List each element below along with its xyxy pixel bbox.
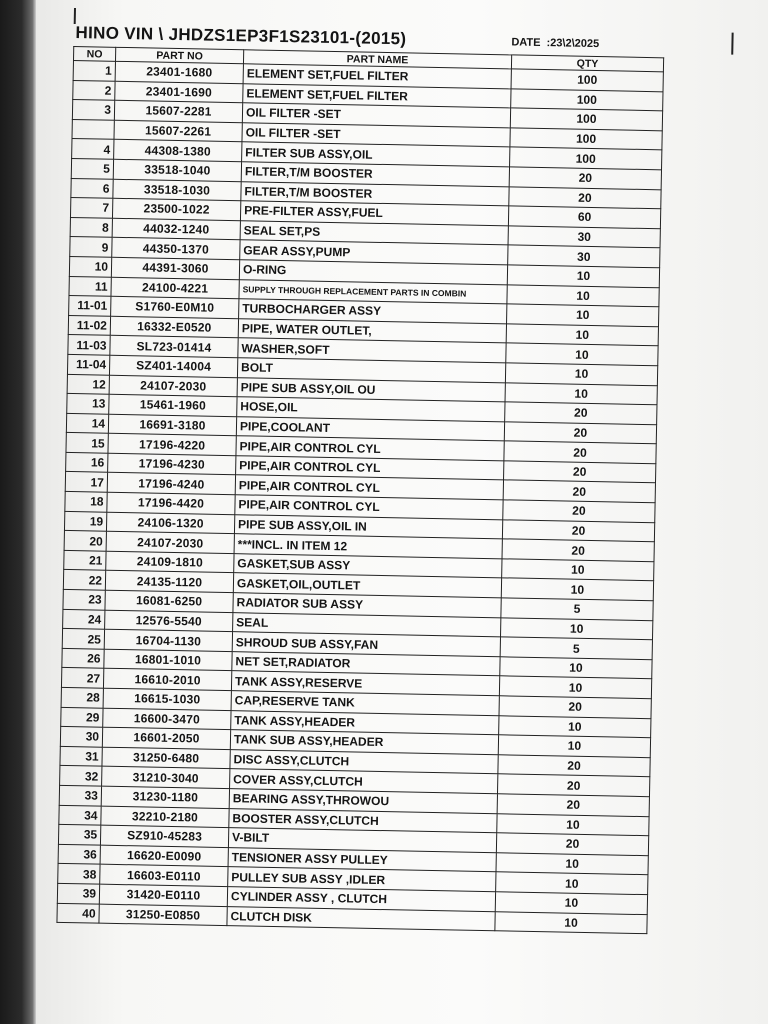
cell-part-name: CYLINDER ASSY , CLUTCH: [227, 887, 495, 912]
cell-qty: 10: [497, 813, 649, 836]
cell-part-name: OIL FILTER -SET: [242, 103, 510, 128]
cell-part-name: SUPPLY THROUGH REPLACEMENT PARTS IN COMBIN: [239, 279, 507, 304]
column-header-part-name: PART NAME: [243, 50, 511, 69]
cell-no: 38: [58, 864, 100, 884]
cell-no: 28: [61, 687, 103, 707]
cell-part-name: FILTER SUB ASSY,OIL: [242, 142, 510, 167]
cell-part-no: 31250-E0850: [99, 904, 227, 926]
cell-part-name: PIPE, WATER OUTLET,: [238, 318, 506, 343]
cell-part-no: 24106-1320: [106, 512, 234, 534]
cell-part-no: 16081-6250: [105, 590, 233, 612]
cell-qty: 10: [499, 676, 651, 699]
column-header-part-no: PART NO: [115, 47, 243, 63]
cell-no: 22: [63, 570, 105, 590]
cell-part-name: PULLEY SUB ASSY ,IDLER: [228, 867, 496, 892]
cell-part-name: SEAL: [233, 612, 501, 637]
cell-part-no: 24100-4221: [111, 277, 239, 299]
cell-part-no: SZ401-14004: [109, 355, 237, 377]
cell-qty: 10: [501, 578, 653, 601]
cell-no: 11: [69, 276, 111, 296]
cell-qty: 10: [500, 657, 652, 680]
cell-part-no: 17196-4230: [108, 453, 236, 475]
cell-part-no: 17196-4420: [107, 492, 235, 514]
parts-table-body: [57, 60, 663, 933]
cell-no: 16: [66, 452, 108, 472]
cell-qty: 10: [506, 324, 658, 347]
cell-no: 15: [66, 433, 108, 453]
cell-qty: 10: [496, 853, 648, 876]
cell-qty: 20: [504, 441, 656, 464]
cell-part-name: GEAR ASSY,PUMP: [240, 240, 508, 265]
cell-qty: 20: [503, 480, 655, 503]
cell-part-name: PIPE SUB ASSY,OIL IN: [234, 514, 502, 539]
cell-part-no: 44308-1380: [114, 140, 242, 162]
cell-part-name: V-BILT: [228, 828, 496, 853]
cell-part-no: 24109-1810: [106, 551, 234, 573]
pen-mark: [74, 8, 76, 24]
cell-no: 25: [62, 629, 104, 649]
cell-qty: 100: [510, 128, 662, 151]
cell-part-name: BOOSTER ASSY,CLUTCH: [229, 808, 497, 833]
cell-no: 7: [70, 198, 112, 218]
cell-qty: 10: [495, 892, 647, 915]
cell-qty: 10: [495, 911, 647, 934]
binding-shadow: [0, 0, 36, 1024]
cell-no: 24: [63, 609, 105, 629]
cell-qty: 60: [508, 206, 660, 229]
pen-mark: [731, 33, 733, 55]
document-date: [511, 36, 605, 50]
cell-no: 6: [71, 178, 113, 198]
cell-part-no: 23401-1680: [115, 61, 243, 83]
cell-no: 23: [63, 589, 105, 609]
cell-no: 9: [70, 237, 112, 257]
cell-part-no: 16600-3470: [103, 708, 231, 730]
cell-no: 35: [58, 825, 100, 845]
cell-part-no: 24107-2030: [106, 531, 234, 553]
cell-part-no: 23500-1022: [112, 198, 240, 220]
cell-qty: 10: [505, 382, 657, 405]
cell-part-name: CLUTCH DISK: [227, 906, 495, 931]
cell-no: 36: [58, 844, 100, 864]
cell-qty: 20: [502, 519, 654, 542]
cell-qty: 10: [507, 265, 659, 288]
cell-no: 17: [65, 472, 107, 492]
cell-part-no: SZ910-45283: [100, 825, 228, 847]
parts-table: [56, 46, 664, 934]
cell-part-name: TANK SUB ASSY,HEADER: [230, 730, 498, 755]
cell-qty: 100: [511, 88, 663, 111]
date-label: DATE: [511, 36, 541, 49]
cell-no: 8: [70, 217, 112, 237]
cell-qty: 10: [502, 559, 654, 582]
cell-no: 14: [66, 413, 108, 433]
cell-part-name: GASKET,OIL,OUTLET: [233, 573, 501, 598]
cell-no: 40: [57, 903, 99, 923]
column-header-no: NO: [73, 47, 115, 62]
cell-part-name: BEARING ASSY,THROWOU: [229, 789, 497, 814]
cell-part-name: SEAL SET,PS: [240, 220, 508, 245]
cell-part-name: WASHER,SOFT: [238, 338, 506, 363]
cell-qty: 100: [510, 147, 662, 170]
cell-part-no: 16691-3180: [108, 414, 236, 436]
cell-part-no: 23401-1690: [115, 81, 243, 103]
cell-no: 34: [59, 805, 101, 825]
cell-no: 20: [64, 531, 106, 551]
cell-qty: 10: [507, 284, 659, 307]
cell-qty: 10: [501, 617, 653, 640]
cell-qty: 20: [504, 422, 656, 445]
cell-qty: 5: [500, 637, 652, 660]
cell-qty: 20: [504, 461, 656, 484]
cell-part-name: TANK ASSY,HEADER: [231, 710, 499, 735]
cell-part-name: PIPE,AIR CONTROL CYL: [235, 495, 503, 520]
cell-part-name: TANK ASSY,RESERVE: [231, 671, 499, 696]
cell-no: 12: [67, 374, 109, 394]
cell-part-no: 16601-2050: [102, 727, 230, 749]
cell-part-name: O-RING: [239, 260, 507, 285]
cell-no: 31: [60, 746, 102, 766]
cell-qty: 20: [502, 539, 654, 562]
cell-no: 4: [72, 139, 114, 159]
cell-part-name: PIPE SUB ASSY,OIL OU: [237, 377, 505, 402]
cell-no: 11-03: [68, 335, 110, 355]
cell-part-name: PRE-FILTER ASSY,FUEL: [240, 201, 508, 226]
cell-part-name: HOSE,OIL: [237, 397, 505, 422]
cell-part-no: 33518-1040: [113, 159, 241, 181]
cell-qty: 30: [508, 226, 660, 249]
cell-no: 11-01: [69, 296, 111, 316]
cell-qty: 10: [498, 735, 650, 758]
cell-no: 5: [71, 158, 113, 178]
cell-part-no: S1760-E0M10: [111, 296, 239, 318]
cell-part-no: 16615-1030: [103, 688, 231, 710]
cell-part-name: OIL FILTER -SET: [242, 123, 510, 148]
cell-qty: 20: [497, 774, 649, 797]
cell-part-name: GASKET,SUB ASSY: [234, 554, 502, 579]
cell-qty: 100: [511, 69, 663, 92]
cell-part-no: 16332-E0520: [110, 316, 238, 338]
cell-part-no: 17196-4220: [108, 434, 236, 456]
cell-part-name: CAP,RESERVE TANK: [231, 691, 499, 716]
cell-part-no: 44391-3060: [111, 257, 239, 279]
cell-qty: 20: [499, 696, 651, 719]
cell-part-no: 44032-1240: [112, 218, 240, 240]
cell-qty: 100: [510, 108, 662, 131]
cell-no: 21: [64, 550, 106, 570]
cell-no: 19: [64, 511, 106, 531]
cell-part-no: 31250-6480: [102, 747, 230, 769]
cell-no: 27: [61, 668, 103, 688]
cell-qty: 20: [509, 167, 661, 190]
cell-no: 10: [69, 256, 111, 276]
cell-part-no: 31420-E0110: [99, 884, 227, 906]
cell-part-no: 31210-3040: [102, 767, 230, 789]
cell-qty: 20: [505, 402, 657, 425]
cell-part-name: ELEMENT SET,FUEL FILTER: [243, 83, 511, 108]
cell-qty: 10: [505, 363, 657, 386]
cell-part-name: PIPE,AIR CONTROL CYL: [236, 436, 504, 461]
cell-part-no: 32210-2180: [101, 806, 229, 828]
cell-part-no: 15607-2281: [114, 100, 242, 122]
cell-qty: 10: [499, 715, 651, 738]
cell-no: 33: [59, 785, 101, 805]
cell-no: 29: [61, 707, 103, 727]
cell-qty: 20: [503, 500, 655, 523]
cell-part-name: PIPE,AIR CONTROL CYL: [236, 456, 504, 481]
cell-qty: 10: [496, 872, 648, 895]
cell-part-no: 16801-1010: [104, 649, 232, 671]
cell-qty: 5: [501, 598, 653, 621]
cell-part-no: 16704-1130: [104, 629, 232, 651]
cell-part-no: SL723-01414: [110, 336, 238, 358]
cell-no: 11-02: [68, 315, 110, 335]
cell-qty: 10: [507, 304, 659, 327]
cell-part-no: 15607-2261: [114, 120, 242, 142]
vin-title: HINO VIN \ JHDZS1EP3F1S23101-(2015): [75, 23, 407, 49]
cell-part-no: 16620-E0090: [100, 845, 228, 867]
cell-part-no: 16610-2010: [103, 669, 231, 691]
cell-no: 1: [73, 60, 115, 80]
parts-list-document: [55, 8, 744, 1021]
cell-part-no: 33518-1030: [113, 179, 241, 201]
cell-qty: 20: [496, 833, 648, 856]
cell-part-no: 17196-4240: [107, 473, 235, 495]
cell-part-no: 31230-1180: [101, 786, 229, 808]
cell-part-name: BOLT: [237, 358, 505, 383]
cell-no: 3: [72, 100, 114, 120]
cell-part-name: ***INCL. IN ITEM 12: [234, 534, 502, 559]
cell-part-no: 24107-2030: [109, 375, 237, 397]
cell-part-no: 24135-1120: [105, 571, 233, 593]
cell-qty: 30: [508, 245, 660, 268]
cell-part-name: SHROUD SUB ASSY,FAN: [232, 632, 500, 657]
cell-part-name: PIPE,AIR CONTROL CYL: [235, 475, 503, 500]
cell-part-no: 16603-E0110: [100, 865, 228, 887]
cell-part-no: 44350-1370: [112, 238, 240, 260]
cell-part-name: DISC ASSY,CLUTCH: [230, 749, 498, 774]
cell-qty: 20: [509, 186, 661, 209]
cell-no: 30: [60, 727, 102, 747]
cell-part-name: TENSIONER ASSY PULLEY: [228, 847, 496, 872]
cell-no: 13: [67, 394, 109, 414]
cell-no: 32: [60, 766, 102, 786]
cell-no: [72, 119, 114, 139]
cell-qty: 10: [506, 343, 658, 366]
cell-no: 26: [62, 648, 104, 668]
column-header-qty: QTY: [511, 55, 663, 72]
cell-no: 18: [65, 491, 107, 511]
cell-part-name: ELEMENT SET,FUEL FILTER: [243, 64, 511, 89]
cell-part-no: 15461-1960: [109, 394, 237, 416]
cell-qty: 20: [498, 755, 650, 778]
date-value: :23\2\2025: [546, 37, 600, 51]
cell-no: 39: [57, 883, 99, 903]
cell-qty: 20: [497, 794, 649, 817]
cell-part-name: FILTER,T/M BOOSTER: [241, 162, 509, 187]
cell-part-name: NET SET,RADIATOR: [232, 651, 500, 676]
cell-part-name: RADIATOR SUB ASSY: [233, 593, 501, 618]
cell-part-name: PIPE,COOLANT: [236, 416, 504, 441]
cell-part-name: COVER ASSY,CLUTCH: [230, 769, 498, 794]
cell-no: 2: [73, 80, 115, 100]
cell-part-name: TURBOCHARGER ASSY: [239, 299, 507, 324]
cell-part-no: 12576-5540: [105, 610, 233, 632]
cell-no: 11-04: [67, 354, 109, 374]
cell-part-name: FILTER,T/M BOOSTER: [241, 181, 509, 206]
